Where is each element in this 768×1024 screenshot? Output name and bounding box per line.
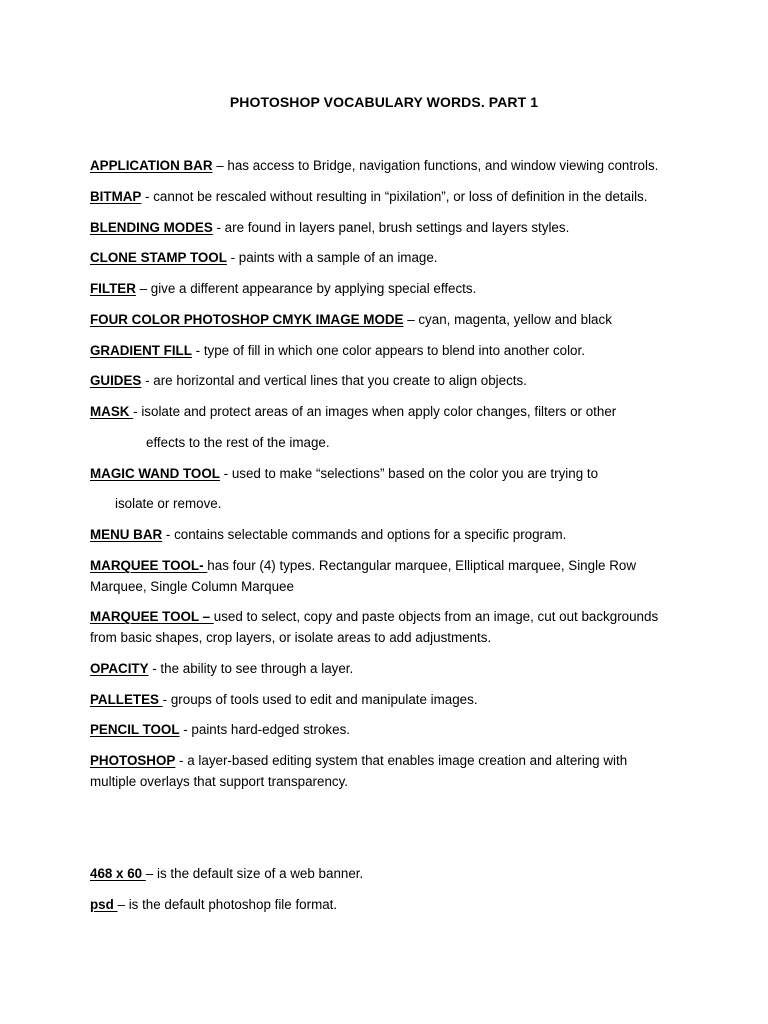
definition: - cannot be rescaled without resulting in “pixilation”, or loss of definition in the details. [141, 189, 648, 204]
entry-photoshop-continuation: multiple overlays that support transparency. [90, 774, 349, 789]
term: FILTER [90, 281, 136, 296]
entry-menu-bar [90, 524, 690, 545]
term: BLENDING MODES [90, 220, 213, 235]
term: BITMAP [90, 189, 142, 204]
entry-magic-wand-continuation: isolate or remove. [115, 496, 222, 511]
entry-guides [90, 370, 690, 391]
term: GRADIENT FILL [90, 343, 192, 358]
definition: - type of fill in which one color appears to blend into another color. [191, 343, 585, 358]
entry-palletes [90, 689, 690, 710]
definition: – is the default photoshop file format. [117, 897, 338, 912]
entry-bitmap [90, 186, 690, 207]
definition: – is the default size of a web banner. [145, 866, 364, 881]
term: 468 x 60 [90, 866, 146, 881]
definition: – cyan, magenta, yellow and black [403, 312, 612, 327]
entry-web-banner-size [90, 863, 690, 884]
entry-gradient-fill [90, 340, 690, 361]
definition: - paints with a sample of an image. [226, 250, 438, 265]
entry-blending-modes [90, 217, 690, 238]
term: PALLETES [90, 692, 163, 707]
entry-magic-wand-tool [90, 463, 690, 484]
term: FOUR COLOR PHOTOSHOP CMYK IMAGE MODE [90, 312, 404, 327]
definition: used to select, copy and paste objects from an image, cut out backgrounds [213, 609, 659, 624]
definition: – has access to Bridge, navigation functions, and window viewing controls. [212, 158, 659, 173]
term: MENU BAR [90, 527, 163, 542]
definition: – give a different appearance by applying special effects. [135, 281, 477, 296]
definition: - the ability to see through a layer. [148, 661, 354, 676]
entry-marquee-tool-types [90, 555, 690, 576]
entry-marquee-tool-types-continuation: Marquee, Single Column Marquee [90, 579, 294, 594]
entry-psd [90, 894, 690, 915]
entry-photoshop [90, 750, 690, 771]
term: APPLICATION BAR [90, 158, 213, 173]
definition: has four (4) types. Rectangular marquee, Elliptical marquee, Single Row [207, 558, 637, 573]
page-title: PHOTOSHOP VOCABULARY WORDS. PART 1 [229, 94, 539, 110]
term: MASK [90, 404, 134, 419]
definition: - are horizontal and vertical lines that you create to align objects. [141, 373, 527, 388]
term: MARQUEE TOOL – [90, 609, 214, 624]
entry-application-bar [90, 155, 690, 176]
term: MAGIC WAND TOOL [90, 466, 220, 481]
definition: - isolate and protect areas of an images when apply color changes, filters or other [133, 404, 617, 419]
definition: - contains selectable commands and options for a specific program. [162, 527, 567, 542]
definition: - used to make “selections” based on the color you are trying to [219, 466, 599, 481]
term: MARQUEE TOOL- [90, 558, 208, 573]
entry-clone-stamp-tool [90, 247, 690, 268]
entry-mask [90, 401, 690, 422]
term: OPACITY [90, 661, 149, 676]
entry-mask-continuation: effects to the rest of the image. [146, 435, 330, 450]
entry-opacity [90, 658, 690, 679]
entry-cmyk-image-mode [90, 309, 690, 330]
term: PHOTOSHOP [90, 753, 176, 768]
entry-marquee-tool-uses-continuation: from basic shapes, crop layers, or isolate areas to add adjustments. [90, 630, 492, 645]
entry-marquee-tool-uses [90, 606, 690, 627]
definition: - a layer-based editing system that enables image creation and altering with [175, 753, 628, 768]
definition: - paints hard-edged strokes. [179, 722, 350, 737]
term: psd [90, 897, 118, 912]
term: PENCIL TOOL [90, 722, 180, 737]
definition: - groups of tools used to edit and manipulate images. [162, 692, 478, 707]
entry-pencil-tool [90, 719, 690, 740]
term: CLONE STAMP TOOL [90, 250, 227, 265]
term: GUIDES [90, 373, 142, 388]
entry-filter [90, 278, 690, 299]
definition: - are found in layers panel, brush settings and layers styles. [212, 220, 570, 235]
